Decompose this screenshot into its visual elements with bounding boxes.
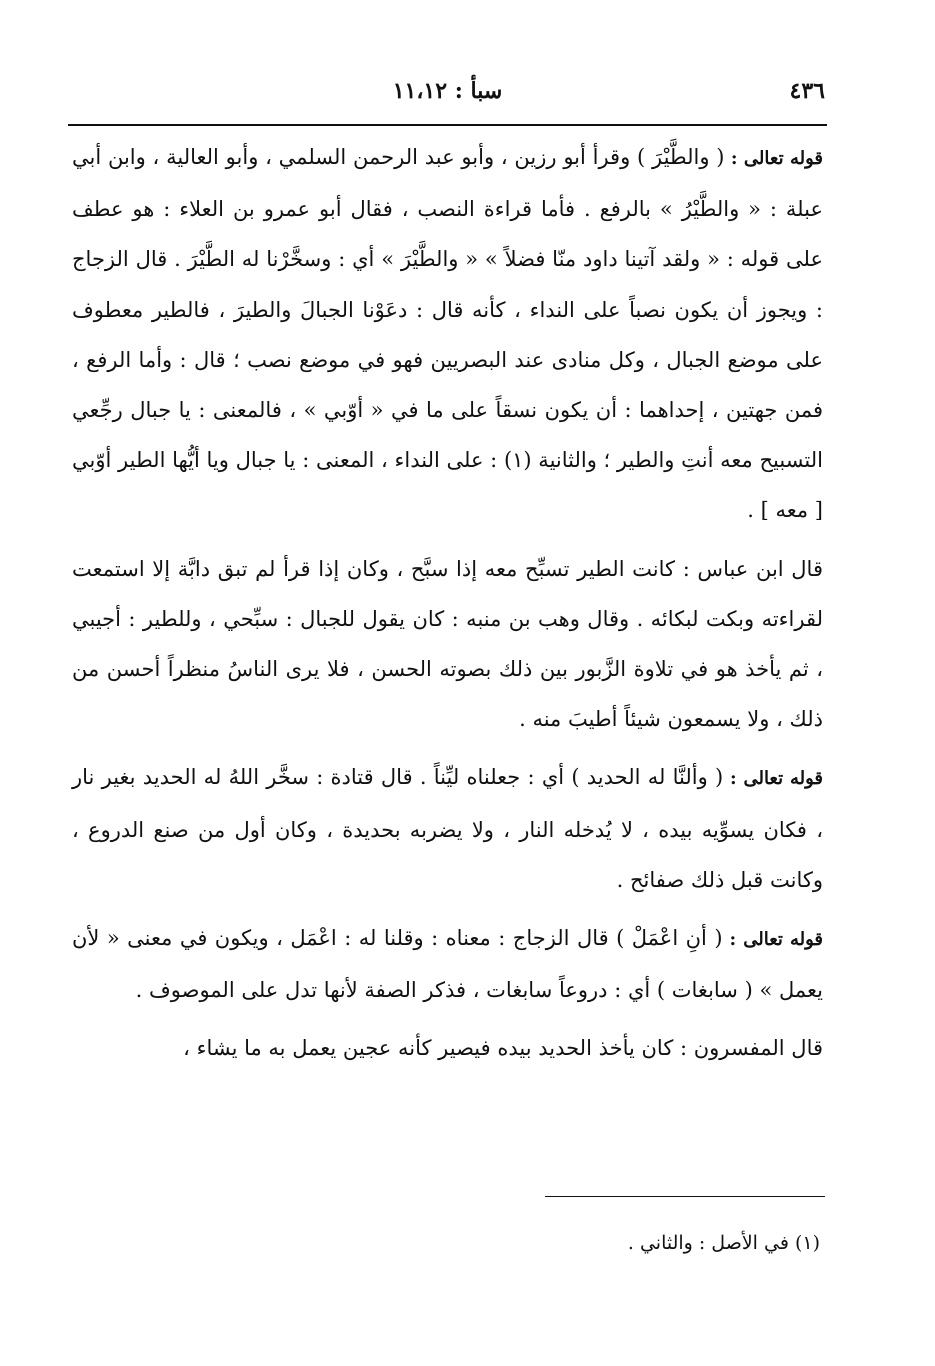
footnote: (١) في الأصل : والثاني . xyxy=(627,1232,820,1254)
verse-lead: قوله تعالى : xyxy=(722,929,823,951)
paragraph-imal xyxy=(72,913,823,1015)
paragraph-text: ( أنِ اعْمَلْ ) قال الزجاج : معناه : وقلنا له : اعْمَل ، ويكون في معنى « لأن يعمل » ( سابغات ) أي : دروعاً سابغات ، فذكر الصفة لأنها تدل على الموصوف . xyxy=(72,926,823,1003)
running-head: سبأ : ١١،١٢ xyxy=(392,78,503,104)
body-text xyxy=(72,132,823,1074)
paragraph-text: ( والطَّيْرَ ) وقرأ أبو رزين ، وأبو عبد الرحمن السلمي ، وأبو العالية ، وابن أبي عبلة : « والطَّيْرُ » بالرفع . فأما قراءة النصب ، فقال أبو عمرو بن العلاء : هو عطف على قوله : « ولقد آتينا داود منّا فضلاً » « والطَّيْرَ » أي : وسخَّرْنا له الطَّيْرَ . قال الزجاج : ويجوز أن يكون نصباً على النداء ، كأنه قال : دعَوْنا الجبالَ والطيرَ ، فالطير معطوف على موضع الجبال ، وكل منادى عند البصريين فهو في موضع نصب ؛ قال : وأما الرفع ، فمن جهتين ، إحداهما : أن يكون نسقاً على ما في « أوّبي » ، فالمعنى : يا جبال رجِّعي التسبيح معه أنتِ والطير ؛ والثانية (١) : على النداء ، المعنى : يا جبال ويا أيُّها الطير أوّبي [ معه ] . xyxy=(72,145,823,523)
paragraph-text: ( وألنَّا له الحديد ) أي : جعلناه ليِّناً . قال قتادة : سخَّر اللهُ له الحديد بغير نار ، فكان يسوِّيه بيده ، لا يُدخله النار ، ولا يضربه بحديدة ، وكان أول من صنع الدروع ، وكانت قبل ذلك صفائح . xyxy=(72,765,823,892)
paragraph-text: قال ابن عباس : كانت الطير تسبِّح معه إذا سبَّح ، وكان إذا قرأ لم تبق دابَّة إلا استمعت لقراءته وبكت لبكائه . وقال وهب بن منبه : كان يقول للجبال : سبِّحي ، وللطير : أجيبي ، ثم يأخذ هو في تلاوة الزَّبور بين ذلك بصوته الحسن ، فلا يرى الناسُ منظراً أحسن من ذلك ، ولا يسمعون شيئاً أطيبَ منه . xyxy=(72,556,823,732)
page-number: ٤٣٦ xyxy=(789,78,825,104)
footnote-rule xyxy=(545,1196,825,1197)
header-rule xyxy=(68,124,827,126)
paragraph-hadid xyxy=(72,752,823,905)
page-header xyxy=(70,78,825,114)
verse-lead: قوله تعالى : xyxy=(724,148,823,169)
paragraph-text: قال المفسرون : كان يأخذ الحديد بيده فيصير كأنه عجين يعمل به ما يشاء ، xyxy=(183,1036,823,1061)
paragraph-ibn-abbas xyxy=(72,544,823,745)
paragraph-tayr xyxy=(72,132,823,536)
verse-lead: قوله تعالى : xyxy=(723,768,823,790)
paragraph-mufassirun xyxy=(72,1023,823,1073)
